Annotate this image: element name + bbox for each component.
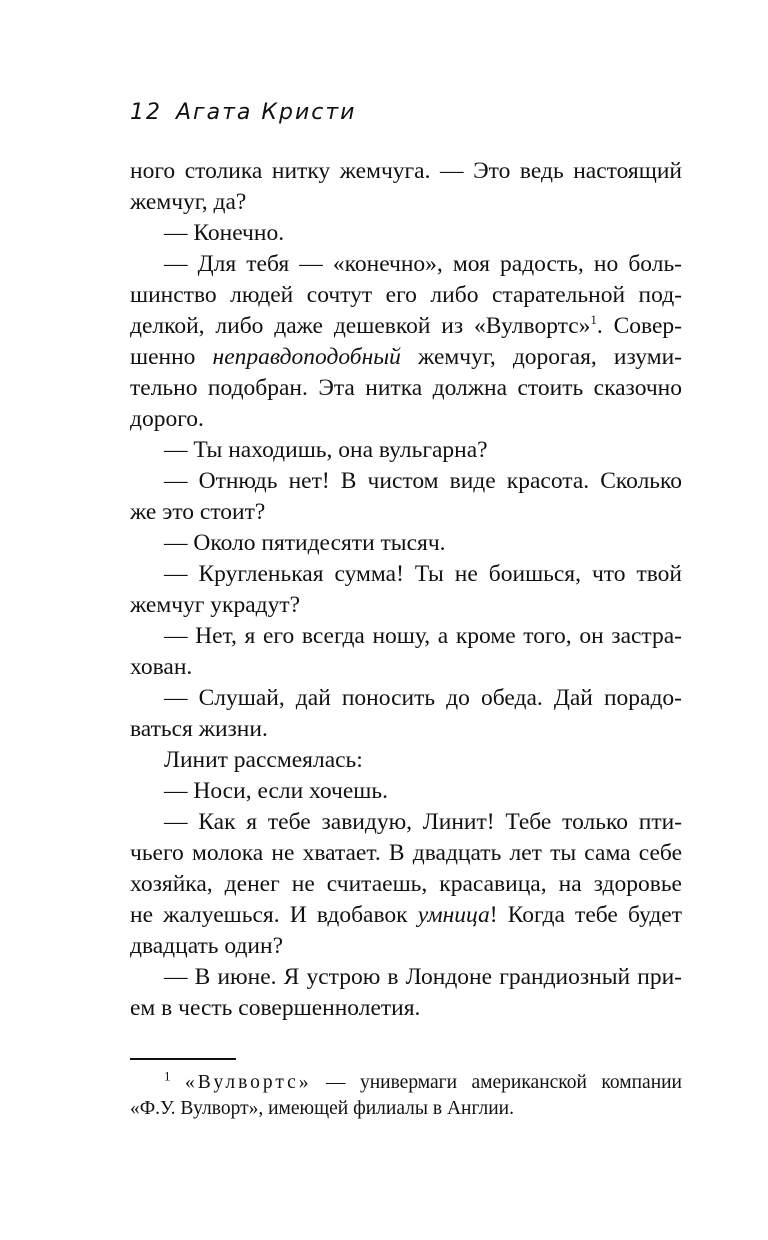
main-text xyxy=(130,156,682,1024)
footnote-term: «Вулвортс» xyxy=(184,1072,312,1093)
text-line: — Слушай, дай поносить до обеда. Дай порадо- xyxy=(164,685,682,711)
text-line: — Около пятидесяти тысяч. xyxy=(164,530,446,556)
page-number: 12 xyxy=(130,100,162,125)
text-line: хован. xyxy=(130,654,193,680)
text-line: — Носи, если хочешь. xyxy=(164,778,388,804)
text-line: — Кругленькая сумма! Ты не боишься, что твой xyxy=(164,561,682,587)
text-line: — Конечно. xyxy=(164,220,285,246)
text-line: — Нет, я его всегда ношу, а кроме того, он застра- xyxy=(164,623,682,649)
footnote-ref: 1 xyxy=(590,312,597,328)
emphasis: умница xyxy=(417,902,490,928)
footnote-line: $^1$ «Вулвортс» — универмаги американской компании xyxy=(164,1068,682,1093)
text-line: шенно неправдоподобный жемчуг, дорогая, изуми- xyxy=(130,344,682,370)
text-line: чьего молока не хватает. В двадцать лет ты сама себе xyxy=(130,840,682,866)
text-line: делкой, либо даже дешевкой из «Вулвортс»$^1$. Совер- xyxy=(130,312,683,339)
author-name: Агата Кристи xyxy=(176,100,357,125)
text-line: дорого. xyxy=(130,406,204,432)
text-line: — Отнюдь нет! В чистом виде красота. Сколько xyxy=(164,468,682,494)
text-line: не жалуешься. И вдобавок умница! Когда тебе будет xyxy=(130,902,682,928)
text-line: двадцать один? xyxy=(130,933,284,959)
footnote xyxy=(130,1070,682,1122)
running-header xyxy=(130,100,356,125)
text-line: ного столика нитку жемчуга. — Это ведь настоящий xyxy=(130,158,682,184)
text-line: жемчуг украдут? xyxy=(130,592,301,618)
text-line: — В июне. Я устрою в Лондоне грандиозный при- xyxy=(164,964,682,990)
text-line: — Как я тебе завидую, Линит! Тебе только пти- xyxy=(164,809,682,835)
footnote-line: «Ф.У. Вулворт», имеющей филиалы в Англии. xyxy=(130,1098,514,1119)
text-line: жемчуг, да? xyxy=(130,189,247,215)
text-line: шинство людей сочтут его либо старательной под- xyxy=(130,282,682,308)
footnote-divider xyxy=(130,1058,236,1060)
text-line: ваться жизни. xyxy=(130,716,268,742)
footnote-marker: 1 xyxy=(164,1068,171,1084)
text-line: ем в честь совершеннолетия. xyxy=(130,995,421,1021)
text-line: — Для тебя — «конечно», моя радость, но боль- xyxy=(164,251,682,277)
text-line: хозяйка, денег не считаешь, красавица, на здоровье xyxy=(130,871,682,897)
emphasis: неправдоподобный xyxy=(212,344,401,370)
text-line: тельно подобран. Эта нитка должна стоить сказочно xyxy=(130,375,682,401)
text-line: же это стоит? xyxy=(130,499,266,525)
text-line: — Ты находишь, она вульгарна? xyxy=(164,437,488,463)
text-line: Линит рассмеялась: xyxy=(164,747,363,773)
